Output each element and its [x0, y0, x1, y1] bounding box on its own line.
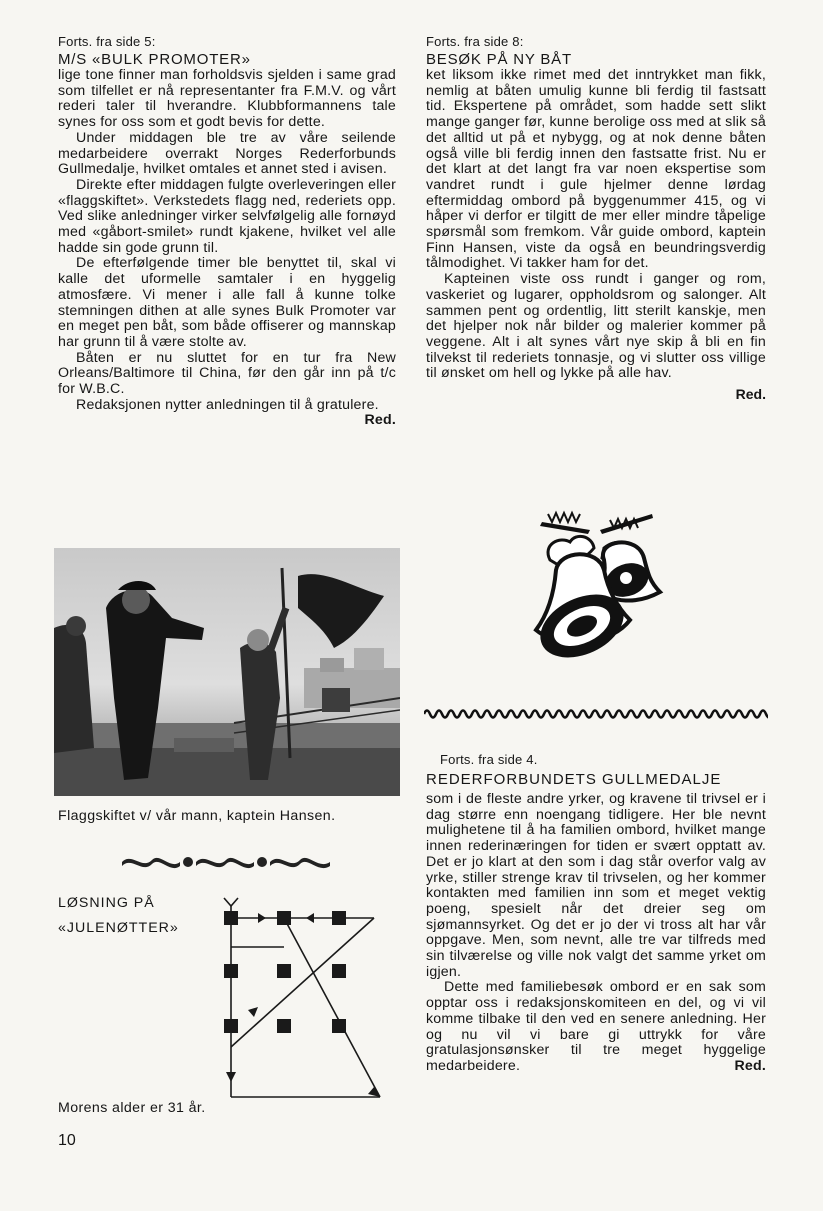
article-heading: M/S «BULK PROMOTER» — [58, 51, 251, 68]
article-body — [58, 67, 396, 429]
article-heading: BESØK PÅ NY BÅT — [426, 51, 572, 68]
signature: Red. — [734, 1057, 766, 1074]
photo-caption: Flaggskiftet v/ vår mann, kaptein Hansen. — [58, 808, 336, 824]
puzzle-title-line1: LØSNING PÅ — [58, 895, 155, 911]
signature: Red. — [735, 386, 766, 403]
continued-note: Forts. fra side 5: — [58, 34, 156, 49]
page-number: 10 — [58, 1132, 76, 1149]
continued-note: Forts. fra side 4. — [440, 752, 538, 767]
right-article — [426, 34, 766, 402]
puzzle-title-line2: «JULENØTTER» — [58, 920, 179, 936]
paragraph: De efterfølgende timer ble benyttet til, skal vi kalle det uformelle samtaler i en hyggelig atmosfære. Vi mener i alle fall å kunne tolke stemningen dithen at alle synes Bulk Promoter var en meget pen båt, som både offiserer og mannskap har grunn til å være stolte av. — [58, 255, 396, 350]
puzzle-diagram — [218, 892, 398, 1122]
continued-note: Forts. fra side 8: — [426, 34, 524, 49]
paragraph — [58, 396, 396, 429]
article-body — [426, 792, 766, 1075]
paragraph-text: Dette med familiebesøk ombord er en sak som opptar oss i redaksjonskomiteen en del, og vi vil komme tilbake til den ved en senere anledning. Her og nu vil vi bare gi uttrykk for våre gratulasjonsønsker til tre meget hyggelige medarbeidere. — [426, 979, 766, 1074]
paragraph: Direkte efter middagen fulgte overleveringen eller «flaggskiftet». Verkstedets flagg ned, rederiets opp. Ved slike anledninger virker selvfølgelig alle fornøyd med «gåbort-smilet» rundt kjakene, hvilket vel alle hadde sin gode grunn til. — [58, 176, 396, 256]
paragraph-text: Redaksjonen nytter anledningen til å gratulere. — [76, 396, 379, 413]
paragraph: Under middagen ble tre av våre seilende medarbeidere overrakt Norges Rederforbunds Gullmedalje, hvilket omtales et annet sted i avisen. — [58, 129, 396, 178]
article-heading: REDERFORBUNDETS GULLMEDALJE — [426, 771, 722, 788]
puzzle-answer: Morens alder er 31 år. — [58, 1100, 206, 1116]
paragraph: som i de fleste andre yrker, og kravene til trivsel er i dag større enn noengang tidligere. Her ble nevnt mulighetene til å ha familien ombord, hvilket mange innen rederinæringen for tiden er svært opptatt av. Det er jo klart at den som i dag står overfor valg av yrke, stiller strenge krav til trivselen, og her kommer kontakten med familien inn som et meget vektig poeng, spesielt når det dreier seg om sjømannsyrket. Og det er jo der vi tross alt har vår oppgave. Men, som nevnt, alle tre var tilfreds med sin tilværelse og ville nok valgt det samme yrket om igjen. — [426, 791, 766, 980]
christmas-bells-illustration — [520, 500, 670, 680]
left-article — [58, 34, 396, 429]
signature: Red. — [364, 412, 396, 429]
medal-article — [426, 752, 766, 1075]
paragraph: Kapteinen viste oss rundt i ganger og rom, vaskeriet og lugarer, oppholdsrom og salonger. Alt sammen pent og ordentlig, litt sterilt kanskje, men det hjelper nok når bilder og malerier kommer på veggene. Alt i alt synes vårt nye skip å bli en fin tilvekst til rederiets tonnasje, og vi slutter oss villige til ønsket om hell og lykke på alle hav. — [426, 271, 766, 382]
paragraph: ket liksom ikke rimet med det inntrykket man fikk, nemlig at båten umulig kunne bli ferdig til fastsatt tid. Ekspertene på området, som hadde sett slikt mange ganger før, kunne berolige oss med at slik så det alltid ut på et nybygg, og at nok denne båten også ville bli ferdig innen den fastsatte frist. Nu er det klart at det langt fra var noen ekspertise som vandret rundt i gule hjelmer denne lørdag eftermiddag ombord på byggenummer 415, og vi håper vi derfor er tilgitt de mer eller mindre tåpelige spørsmål som fremkom. Vår guide ombord, kaptein Finn Hansen, viste da også en beundringsverdig tålmodighet. Vi takker ham for det. — [426, 67, 766, 272]
holly-ornament — [118, 848, 338, 876]
wavy-divider — [424, 706, 768, 722]
article-body — [426, 68, 766, 382]
paragraph: lige tone finner man forholdsvis sjelden i same grad som tilfellet er nå representanter fra F.M.V. og vårt rederi taler til hverandre. Klubbformannens tale synes for oss som et godt bevis for dette. — [58, 67, 396, 131]
puzzle-solution — [58, 895, 228, 936]
paragraph — [426, 980, 766, 1074]
photo-graphic — [54, 548, 400, 796]
paragraph: Båten er nu sluttet for en tur fra New Orleans/Baltimore til China, før den går inn på t/c for W.B.C. — [58, 349, 396, 398]
flag-change-photo — [54, 548, 400, 796]
